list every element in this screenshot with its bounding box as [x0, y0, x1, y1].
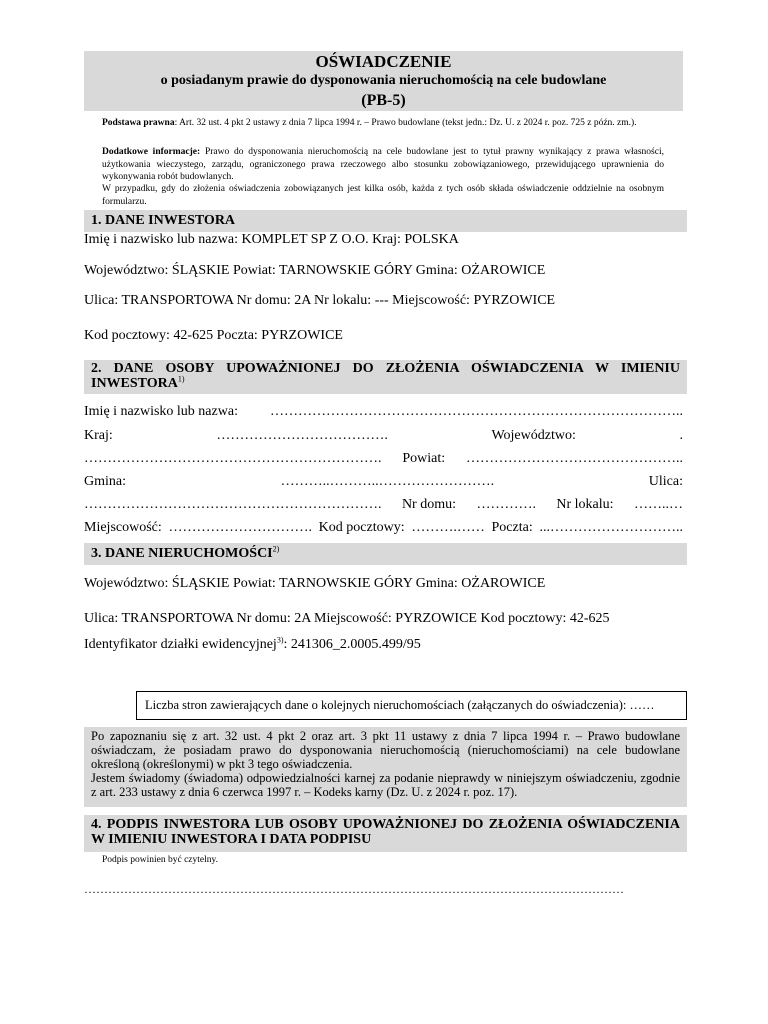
post-office-field[interactable]: ...………………………..	[539, 520, 683, 535]
postcode-field[interactable]: ……….……	[411, 520, 485, 535]
representative-commune-row	[84, 474, 683, 490]
legal-basis-text: : Art. 32 ust. 4 pkt 2 ustawy z dnia 7 lipca 1994 r. – Prawo budowlane (tekst jedn.: Dz. U. z 2024 r. poz. 725 z późn. zm.).	[174, 118, 637, 128]
legal-basis	[102, 117, 664, 130]
representative-city-row	[84, 520, 683, 536]
voivodeship-label: Województwo:	[491, 428, 576, 443]
house-number-field[interactable]: ………….	[476, 497, 536, 512]
representative-county-row	[84, 451, 683, 467]
multi-persons-note: W przypadku, gdy do złożenia oświadczenia zobowiązanych jest kilka osób, każda z tych osób składa oświadczenie oddzielnie na osobnym formularzu.	[102, 184, 664, 207]
property-region-line: Województwo: ŚLĄSKIE Powiat: TARNOWSKIE GÓRY Gmina: OŻAROWICE	[84, 576, 546, 591]
country-field[interactable]: ……………………………….	[216, 428, 388, 443]
commune-field[interactable]: ………..………..…………………….	[280, 474, 495, 489]
voivodeship-field[interactable]: ……………………………………………………….	[84, 451, 382, 466]
form-subtitle: o posiadanym prawie do dysponowania nieruchomością na cele budowlane	[160, 73, 607, 88]
declaration-paragraph-2: Jestem świadomy (świadoma) odpowiedzialności karnej za podanie nieprawdy w niniejszym oświadczeniu, zgodnie z art. 233 ustawy z dnia 6 czerwca 1997 r. – Kodeks karny (Dz. U. z 2024 r. poz. 17).	[91, 771, 680, 799]
declaration-paragraph-1: Po zapoznaniu się z art. 32 ust. 4 pkt 2 oraz art. 3 pkt 11 ustawy z dnia 7 lipca 1994 r. – Prawo budowlane oświadczam, że posiadam prawo do dysponowania nieruchomością (nieruchomościami) na cele budowlane określoną (określonymi) w pkt 3 tego oświadczenia.	[91, 729, 680, 771]
signature-note: Podpis powinien być czytelny.	[102, 855, 219, 865]
city-label: Miejscowość:	[84, 520, 162, 535]
representative-country-row	[84, 428, 683, 444]
parcel-footnote-ref: 3)	[276, 635, 284, 645]
form-code: (PB-5)	[361, 92, 406, 109]
property-address-line: Ulica: TRANSPORTOWA Nr domu: 2A Miejscowość: PYRZOWICE Kod pocztowy: 42-625	[84, 611, 610, 626]
city-field[interactable]: ………………………….	[168, 520, 312, 535]
section-3-heading-text: 3. DANE NIERUCHOMOŚCI	[91, 546, 273, 561]
section-2-heading-text: 2. DANE OSOBY UPOWAŻNIONEJ DO ZŁOŻENIA OŚWIADCZENIA W IMIENIU INWESTORA	[91, 361, 680, 391]
form-header	[84, 51, 683, 111]
section-4-heading: 4. PODPIS INWESTORA LUB OSOBY UPOWAŻNIONEJ DO ZŁOŻENIA OŚWIADCZENIA W IMIENIU INWESTORA I DATA PODPISU	[84, 815, 687, 852]
house-number-label: Nr domu:	[401, 497, 456, 512]
additional-info	[102, 146, 664, 184]
section-3-footnote-ref: 2)	[272, 544, 280, 554]
commune-label: Gmina:	[84, 474, 126, 489]
declaration-statement	[84, 727, 687, 807]
county-field[interactable]: ………………………………………..	[466, 451, 683, 466]
form-title: OŚWIADCZENIE	[315, 52, 452, 71]
section-1-heading: 1. DANE INWESTORA	[84, 210, 687, 232]
investor-region-line: Województwo: ŚLĄSKIE Powiat: TARNOWSKIE GÓRY Gmina: OŻAROWICE	[84, 263, 546, 278]
parcel-id-value: : 241306_2.0005.499/95	[283, 637, 421, 652]
section-2-heading	[84, 360, 687, 394]
voivodeship-field-end[interactable]: .	[679, 428, 683, 443]
post-office-label: Poczta:	[491, 520, 533, 535]
flat-number-field[interactable]: ……..…	[633, 497, 683, 512]
additional-info-label: Dodatkowe informacje:	[102, 147, 201, 157]
representative-name-label: Imię i nazwisko lub nazwa:	[84, 404, 238, 419]
section-3-heading	[84, 543, 687, 565]
representative-name-field[interactable]: ……………………………………………………………………………..	[270, 404, 683, 419]
additional-info-text: Prawo do dysponowania nieruchomością na cele budowlane jest to tytuł prawny wynikający z prawa własności, użytkowania wieczystego, zarządu, ograniczonego prawa rzeczowego albo stosunku zobowiązaniowego, przewidującego uprawnienia do wykonywania robót budowlanych.	[102, 147, 664, 182]
parcel-id-line	[84, 637, 421, 653]
street-label: Ulica:	[648, 474, 683, 489]
investor-name-line: Imię i nazwisko lub nazwa: KOMPLET SP Z O.O. Kraj: POLSKA	[84, 232, 459, 247]
flat-number-label: Nr lokalu:	[556, 497, 614, 512]
investor-street-line: Ulica: TRANSPORTOWA Nr domu: 2A Nr lokalu: --- Miejscowość: PYRZOWICE	[84, 293, 556, 308]
county-label: Powiat:	[402, 451, 446, 466]
investor-postcode-line: Kod pocztowy: 42-625 Poczta: PYRZOWICE	[84, 328, 343, 343]
legal-basis-label: Podstawa prawna	[102, 118, 175, 128]
parcel-id-label: Identyfikator działki ewidencyjnej	[84, 637, 277, 652]
additional-pages-count[interactable]: Liczba stron zawierających dane o kolejnych nieruchomościach (załączanych do oświadczenia): ……	[136, 691, 687, 720]
representative-house-row	[84, 497, 683, 513]
country-label: Kraj:	[84, 428, 113, 443]
postcode-label: Kod pocztowy:	[318, 520, 405, 535]
street-field[interactable]: ……………………………………………………….	[84, 497, 382, 512]
section-2-footnote-ref: 1)	[177, 374, 185, 384]
representative-name-row	[84, 404, 683, 420]
signature-field[interactable]: ………………………………………………………………………………………………………………………	[84, 882, 624, 896]
